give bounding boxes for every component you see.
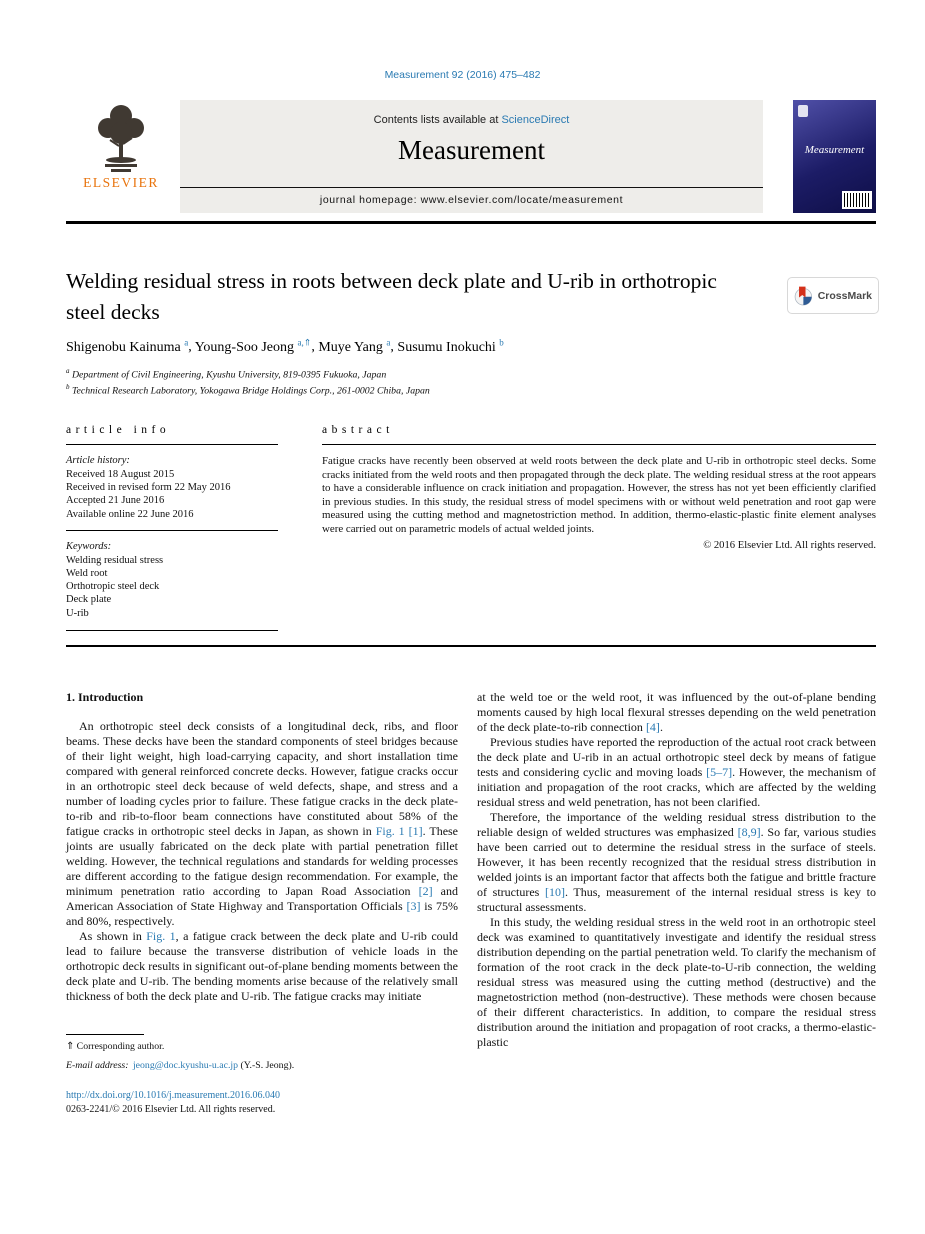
body-paragraph xyxy=(477,690,876,735)
divider xyxy=(66,221,876,224)
left-paragraphs xyxy=(66,719,458,1004)
body-text: , a fatigue crack between the deck plate and U-rib could lead to failure because the transverse distribution of vehicle loads in the orthotropic deck results in significant out-of-plane bending moments between the deck plate and U-rib. The bending moments arise because of the relatively small thickness of both the deck plate and U-rib. The fatigue cracks may initiate xyxy=(66,929,458,1003)
journal-banner xyxy=(180,100,763,213)
body-text: Previous studies have reported the reproduction of the actual root crack between the deck plate and U-rib in an actual orthotropic steel deck by means of fatigue tests and considering cyclic and moving loads xyxy=(477,735,876,779)
author-affiliation-marker[interactable]: a xyxy=(386,337,391,347)
sciencedirect-link[interactable]: ScienceDirect xyxy=(501,114,570,126)
body-right-column xyxy=(477,690,876,1050)
section-heading: 1. Introduction xyxy=(66,690,144,704)
divider xyxy=(66,444,278,445)
affiliation: $^a$ Department of Civil Engineering, Kyushu University, 819-0395 Fukuoka, Japan xyxy=(66,367,387,381)
body-paragraph xyxy=(477,810,876,915)
affiliation-marker: b xyxy=(66,383,70,392)
author-name: Muye Yang $^a$ xyxy=(318,337,391,355)
email-suffix: (Y.-S. Jeong). xyxy=(238,1060,295,1071)
keywords-label: Keywords: xyxy=(66,540,112,552)
contents-line xyxy=(180,114,763,126)
corresponding-author-note: ⇑ Corresponding author. xyxy=(66,1041,165,1052)
keyword-item: U-rib xyxy=(66,607,89,619)
history-item: Received in revised form 22 May 2016 xyxy=(66,482,231,494)
body-paragraph xyxy=(477,915,876,1050)
elsevier-tree-icon xyxy=(92,102,150,174)
crossmark-label: CrossMark xyxy=(817,289,872,302)
body-text: . xyxy=(659,720,663,734)
footnote-divider xyxy=(66,1034,144,1035)
article-info-heading: article info xyxy=(66,424,171,436)
divider xyxy=(322,444,876,445)
history-item: Available online 22 June 2016 xyxy=(66,508,194,520)
keyword-item: Welding residual stress xyxy=(66,554,164,566)
cover-title: Measurement xyxy=(804,144,865,156)
body-text: In this study, the welding residual stress in the weld root in an orthotropic steel deck was examined to quantitatively investigate and identify the residual stress distribution depending on the partial penetration weld. To clarify the mechanism of formation of the root crack in the deck plate-to-U-rib connection, the welding residual stress was measured using the cutting method (destructive) and the magnetostriction method (non-destructive). These methods were chosen because of their different characteristics. In addition, to compare the residual stress distribution around the initiation and propagation of root cracks, a thermo-elastic-plastic xyxy=(477,915,876,1049)
inline-reference-link[interactable]: Fig. 1 xyxy=(146,929,176,943)
author-affiliation-marker[interactable]: a,⇑ xyxy=(297,337,312,347)
elsevier-logo-text: ELSEVIER xyxy=(83,175,159,190)
email-note xyxy=(66,1059,458,1073)
journal-homepage-link[interactable]: journal homepage: www.elsevier.com/locate/measurement xyxy=(180,187,763,213)
keyword-item: Orthotropic steel deck xyxy=(66,581,160,593)
elsevier-logo[interactable] xyxy=(66,102,176,213)
abstract-text: Fatigue cracks have recently been observed at weld roots between the deck plate and U-rib in orthotropic steel decks. Some cracks initiated from the weld roots and then propagated through the deck plate. The welding residual stress at the root appears to have a considerable influence on crack initiation and propagation. However, the stress has not yet been efficiently clarified in previous studies. In this study, the residual stress of model specimens with or without weld penetration and root gap were measured using the cutting method and magnetostriction method. In addition, thermo-elastic-plastic finite element analyses were carried out on parametric models of actual welded joints. xyxy=(322,455,876,535)
body-text: at the weld toe or the weld root, it was influenced by the out-of-plane bending moments caused by high local flexural stresses depending on the weld penetration of the deck plate-to-rib connection xyxy=(477,690,876,734)
divider xyxy=(66,530,278,531)
doi-link[interactable]: http://dx.doi.org/10.1016/j.measurement.2016.06.040 xyxy=(66,1090,280,1101)
body-text: As shown in xyxy=(79,929,147,943)
body-text: . These joints are usually fabricated on the deck plate with partial penetration fillet welding. However, the technical regulations and standards for welding processes are different according to the fatigue design recommendation. For example, the minimum penetration ratio according to Japan Road Association xyxy=(66,824,459,898)
journal-citation-link[interactable]: Measurement 92 (2016) 475–482 xyxy=(384,69,541,81)
body-text: is 75% and 80%, respectively. xyxy=(66,899,459,928)
inline-reference-link[interactable]: [10] xyxy=(544,885,565,899)
journal-title: Measurement xyxy=(398,135,545,165)
issn-copyright-line: 0263-2241/© 2016 Elsevier Ltd. All rights reserved. xyxy=(66,1104,276,1115)
history-item: Accepted 21 June 2016 xyxy=(66,495,165,507)
body-text: Therefore, the importance of the welding residual stress distribution to the reliable design of welded structures was emphasized xyxy=(477,810,876,839)
divider xyxy=(66,645,876,647)
inline-reference-link[interactable]: [3] xyxy=(406,899,421,913)
inline-reference-link[interactable]: [1] xyxy=(408,824,423,838)
abstract-heading: abstract xyxy=(322,424,394,436)
body-left-column xyxy=(66,690,458,1115)
inline-reference-link[interactable]: [8,9] xyxy=(737,825,761,839)
author-affiliation-marker[interactable]: b xyxy=(499,337,504,347)
author-name: Shigenobu Kainuma $^a$ xyxy=(66,337,189,355)
inline-reference-link[interactable]: [5–7] xyxy=(706,765,733,779)
article-title: Welding residual stress in roots between deck plate and U-rib in orthotropic steel decks xyxy=(66,269,717,325)
article-info-column xyxy=(66,424,278,641)
body-text: and American Association of State Highway and Transportation Officials xyxy=(66,884,459,913)
body-paragraph xyxy=(66,929,458,1004)
journal-cover-thumbnail[interactable] xyxy=(793,100,876,213)
affiliation: $^b$ Technical Research Laboratory, Yokogawa Bridge Holdings Corp., 261-0002 Chiba, Japan xyxy=(66,383,430,397)
body-text: . So far, various studies have been carried out to determine the residual stress in the surface of steels. However, it has been recently recognized that the residual stress distribution in welded joints is an important factor that affects both the fatigue and brittle fracture of structures xyxy=(477,825,877,899)
journal-masthead xyxy=(66,100,876,213)
body-text: . Thus, measurement of the internal residual stress is key to structural assessments. xyxy=(477,885,876,914)
abstract-column xyxy=(322,424,876,551)
copyright-line: © 2016 Elsevier Ltd. All rights reserved. xyxy=(703,539,876,551)
email-label: E-mail address: xyxy=(66,1060,129,1071)
inline-reference-link[interactable]: [2] xyxy=(418,884,433,898)
crossmark-badge[interactable] xyxy=(787,277,879,314)
affiliation-list xyxy=(66,366,430,399)
author-name: Young-Soo Jeong $^{a,⇑}$ xyxy=(194,337,312,355)
history-item: Received 18 August 2015 xyxy=(66,469,175,480)
barcode-icon xyxy=(842,191,872,209)
inline-reference-link[interactable]: Fig. 1 xyxy=(375,824,405,838)
affiliation-marker: a xyxy=(66,367,70,375)
author-list: Shigenobu Kainuma $^a$, Young-Soo Jeong $^{a,⇑}$, Muye Yang $^a$, Susumu Inokuchi $^b$ xyxy=(66,337,504,355)
email-link[interactable]: jeong@doc.kyushu-u.ac.jp xyxy=(132,1060,239,1071)
body-text: An orthotropic steel deck consists of a longitudinal deck, ribs, and floor beams. These decks have been the standard components of steel bridges because of their light weight, high load-carrying capacity, and short installation time compared with general reinforced concrete decks. However, fatigue cracks occur in an orthotropic steel deck because of weld defects, shape, and stress and a number of loading cycles prior to failure. These fatigue cracks in the deck plate-to-rib and rib-to-floor beam connections have constituted about 58% of the fatigue cracks in orthotropic steel decks in Japan, as shown in xyxy=(66,719,458,838)
inline-reference-link[interactable]: [4] xyxy=(645,720,660,734)
author-affiliation-marker[interactable]: a xyxy=(184,337,189,347)
divider xyxy=(66,630,278,631)
body-text: . However, the mechanism of initiation and propagation of the root cracks, which are affected by the welding residual stress and weld penetration, has not been clarified. xyxy=(477,765,876,809)
keyword-item: Weld root xyxy=(66,568,108,580)
body-paragraph xyxy=(66,719,458,929)
body-paragraph xyxy=(477,735,876,810)
cover-emblem-icon xyxy=(798,105,808,117)
keyword-item: Deck plate xyxy=(66,594,112,606)
crossmark-icon xyxy=(794,282,813,310)
author-name: Susumu Inokuchi $^b$ xyxy=(397,337,504,355)
contents-line-text: Contents lists available at xyxy=(373,114,499,126)
history-label: Article history: xyxy=(66,455,130,466)
